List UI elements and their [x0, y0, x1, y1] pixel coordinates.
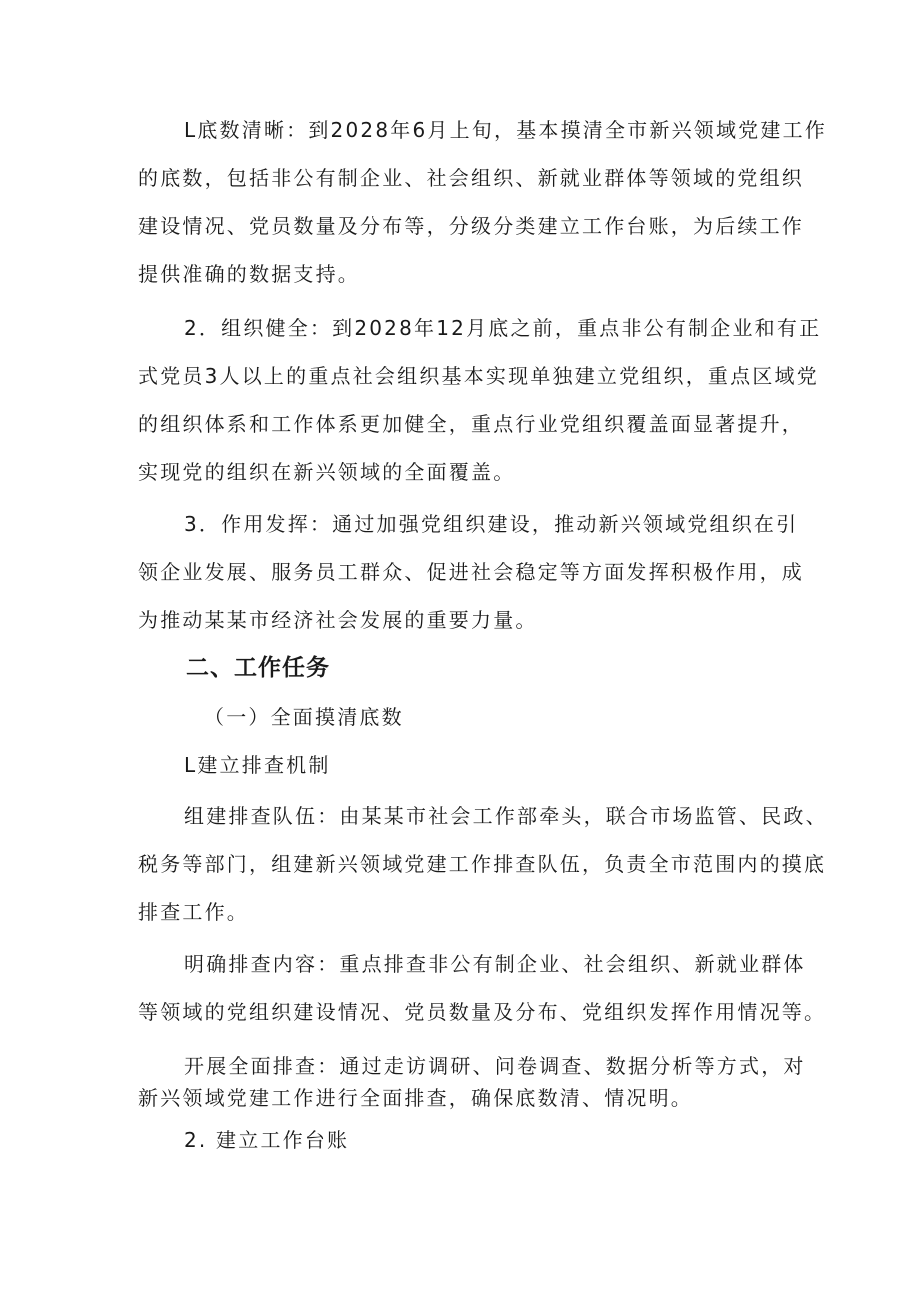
text-line: 实现党的组织在新兴领域的全面覆盖。	[138, 460, 516, 484]
text-line: 的组织体系和工作体系更加健全，重点行业党组织覆盖面显著提升，	[138, 412, 804, 436]
text-line: 2．组织健全：到2028年12月底之前，重点非公有制企业和有正	[184, 316, 822, 340]
text-line: 的底数，包括非公有制企业、社会组织、新就业群体等领域的党组织	[138, 166, 804, 190]
item-title: L建立排查机制	[184, 753, 331, 777]
text-line: 开展全面排查：通过走访调研、问卷调查、数据分析等方式，对	[184, 1054, 806, 1078]
section-heading: 二、工作任务	[186, 655, 330, 681]
text-line: 3．作用发挥：通过加强党组织建设，推动新兴领域党组织在引	[184, 512, 799, 536]
text-line: 税务等部门，组建新兴领域党建工作排查队伍，负责全市范围内的摸底	[138, 852, 827, 876]
text-line: 提供准确的数据支持。	[138, 262, 360, 286]
text-line: 明确排查内容：重点排查非公有制企业、社会组织、新就业群体	[184, 952, 806, 976]
subsection-heading: （一）全面摸清底数	[204, 705, 404, 729]
text-line: 等领域的党组织建设情况、党员数量及分布、党组织发挥作用情况等。	[138, 1000, 827, 1024]
text-line: 式党员3人以上的重点社会组织基本实现单独建立党组织，重点区域党	[138, 364, 819, 388]
text-line: 新兴领域党建工作进行全面排查，确保底数清、情况明。	[138, 1086, 693, 1110]
text-line: 建设情况、党员数量及分布等，分级分类建立工作台账，为后续工作	[138, 214, 804, 238]
text-line: 为推动某某市经济社会发展的重要力量。	[138, 608, 538, 632]
text-line: 排查工作。	[138, 900, 249, 924]
text-line: L底数清晰：到2028年6月上旬，基本摸清全市新兴领域党建工作	[184, 118, 827, 142]
item-title: 2. 建立工作台账	[184, 1128, 350, 1152]
text-line: 组建排查队伍：由某某市社会工作部牵头，联合市场监管、民政、	[184, 804, 828, 828]
text-line: 领企业发展、服务员工群众、促进社会稳定等方面发挥积极作用，成	[138, 560, 804, 584]
